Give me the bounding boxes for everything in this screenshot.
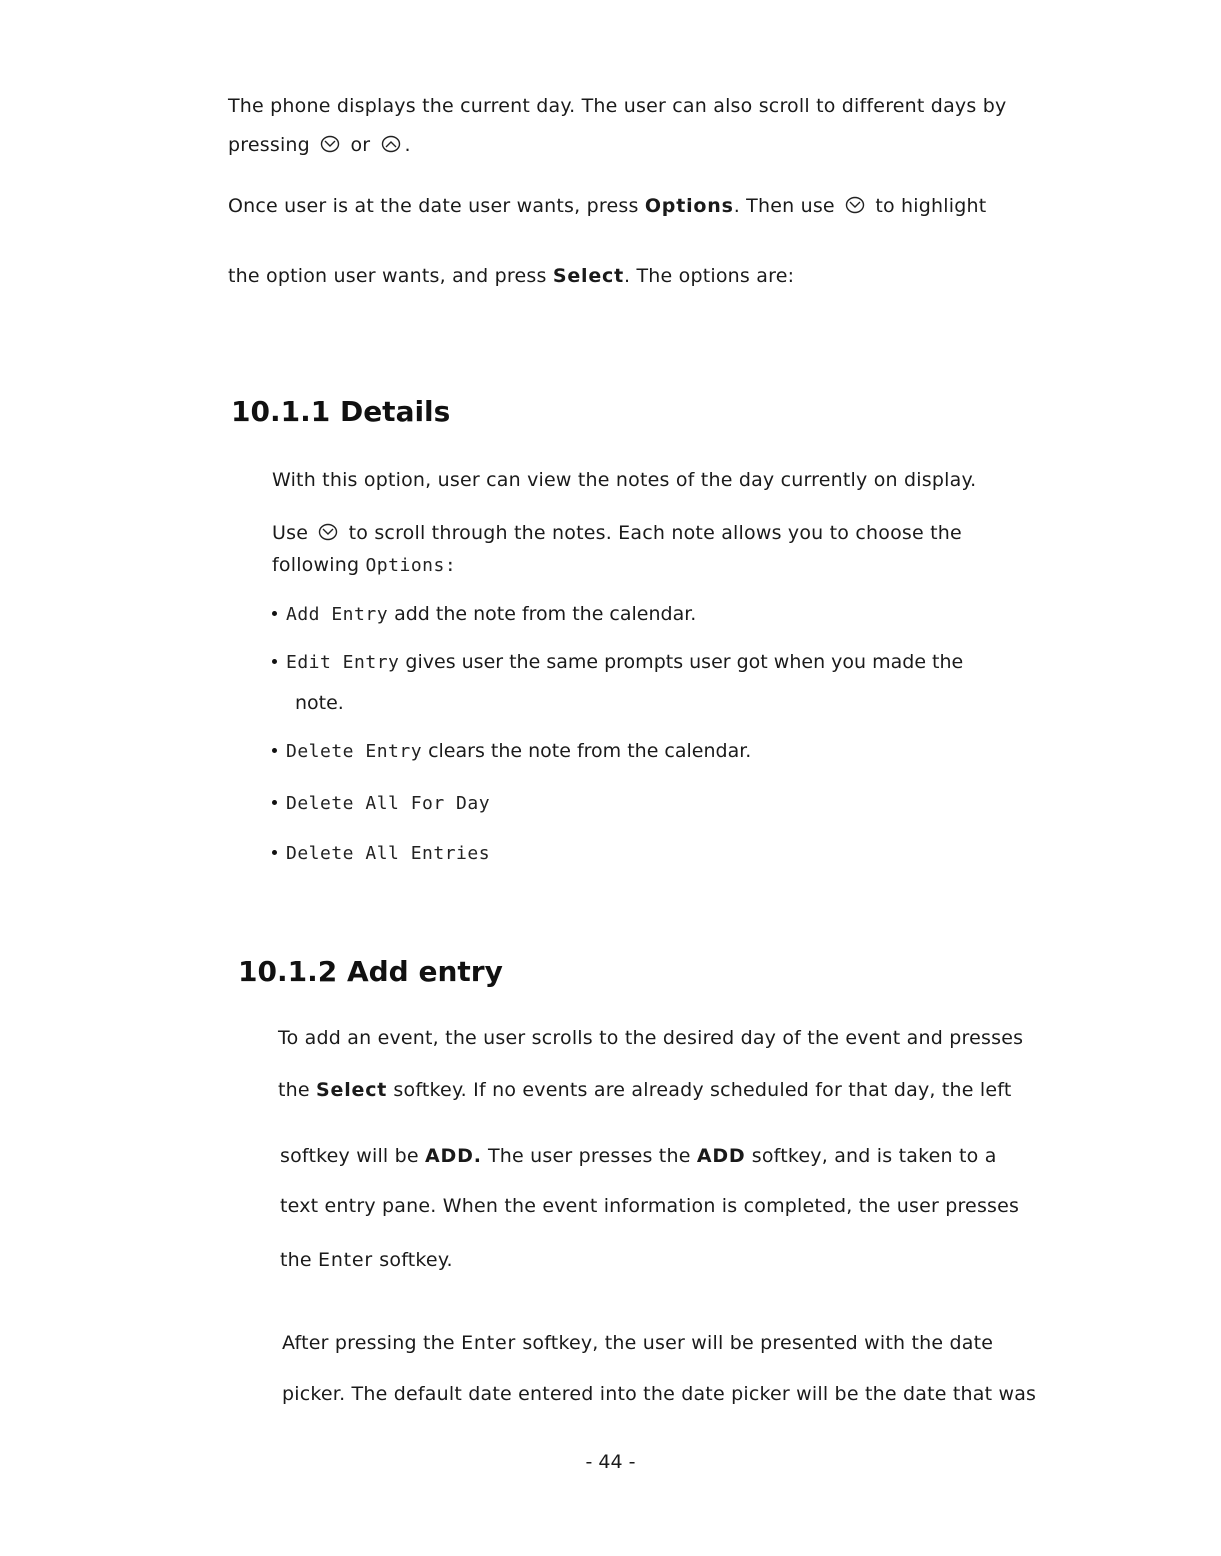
bullet-dot [272,659,277,664]
enter-keyword: Enter [318,1249,374,1271]
add-entry-line-3 [280,1144,997,1168]
intro-then-use: . Then use [733,195,835,217]
intro-line-2 [228,133,411,157]
add-entry-text-7: picker. The default date entered into the date picker will be the date that was [282,1383,1037,1405]
add-entry-softkey-text: softkey. If no events are already scheduled for that day, the left [393,1079,1012,1101]
details-paragraph-1 [272,468,976,492]
intro-line-3 [228,194,986,218]
intro-line-1 [228,94,1006,118]
add-entry-line-1 [278,1026,1023,1050]
select-keyword: Select [316,1079,388,1101]
add-entry-taken-to: softkey, and is taken to a [751,1145,997,1167]
option-delete-all-entries: Delete All Entries [286,843,491,864]
options-mono-label: Options: [365,555,457,576]
intro-or: or [350,134,371,156]
bullet-dot [272,611,277,616]
bullet-item [272,791,490,816]
add-entry-text-1: To add an event, the user scrolls to the desired day of the event and presses [278,1027,1024,1049]
after-pressing: After pressing the [282,1332,455,1354]
bullet-dot [272,800,277,805]
intro-text-1: The phone displays the current day. The user can also scroll to different days by [228,95,1007,117]
option-delete-entry-desc: clears the note from the calendar. [422,740,752,762]
add-entry-line-4 [280,1194,1019,1218]
option-delete-entry: Delete Entry [286,741,423,762]
intro-line-4 [228,264,794,288]
option-edit-entry: Edit Entry [286,652,400,673]
intro-options-are: . The options are: [623,265,795,287]
option-delete-all-for-day: Delete All For Day [286,793,491,814]
add-entry-softkey-end: softkey. [379,1249,453,1271]
add-entry-line-5 [280,1248,453,1272]
details-paragraph-3 [272,553,456,578]
details-paragraph-2 [272,521,962,545]
add-keyword: ADD. [425,1145,482,1167]
option-edit-entry-desc: gives user the same prompts user got when you made the [399,651,964,673]
bullet-item [272,602,696,627]
details-scroll-text: to scroll through the notes. Each note allows you to choose the [348,522,962,544]
intro-option-user-wants: the option user wants, and press [228,265,547,287]
add-entry-softkey-will-be: softkey will be [280,1145,419,1167]
add-keyword: ADD [696,1145,746,1167]
options-keyword: Options [644,195,734,217]
add-entry-line-6 [282,1331,993,1355]
bullet-item [272,739,751,764]
option-add-entry: Add Entry [286,604,389,625]
bullet-item [272,650,963,675]
add-entry-the: the [278,1079,310,1101]
nav-down-icon [318,522,338,542]
add-entry-user-presses: The user presses the [487,1145,691,1167]
section-heading-details: 10.1.1 Details [231,395,451,428]
intro-once-user: Once user is at the date user wants, press [228,195,639,217]
nav-down-icon [320,134,340,154]
nav-up-icon [381,134,401,154]
page-number: - 44 - [585,1451,636,1473]
bullet-dot [272,748,277,753]
intro-period: . [404,134,411,156]
add-entry-the: the [280,1249,312,1271]
nav-down-icon [845,195,865,215]
details-use: Use [272,522,309,544]
option-edit-entry-desc-cont: note. [295,692,344,714]
add-entry-line-2 [278,1078,1011,1102]
enter-keyword: Enter [461,1332,517,1354]
bullet-continuation [295,691,344,715]
details-text-1: With this option, user can view the notes of the day currently on display. [272,469,977,491]
section-heading-add-entry: 10.1.2 Add entry [238,955,503,988]
intro-to-highlight: to highlight [875,195,987,217]
option-add-entry-desc: add the note from the calendar. [388,603,697,625]
add-entry-text-4: text entry pane. When the event information is completed, the user presses [280,1195,1020,1217]
date-picker-presented: softkey, the user will be presented with the date [522,1332,994,1354]
add-entry-line-7 [282,1382,1036,1406]
bullet-item [272,841,490,866]
select-keyword: Select [552,265,624,287]
intro-pressing: pressing [228,134,310,156]
details-following: following [272,554,360,576]
bullet-dot [272,850,277,855]
